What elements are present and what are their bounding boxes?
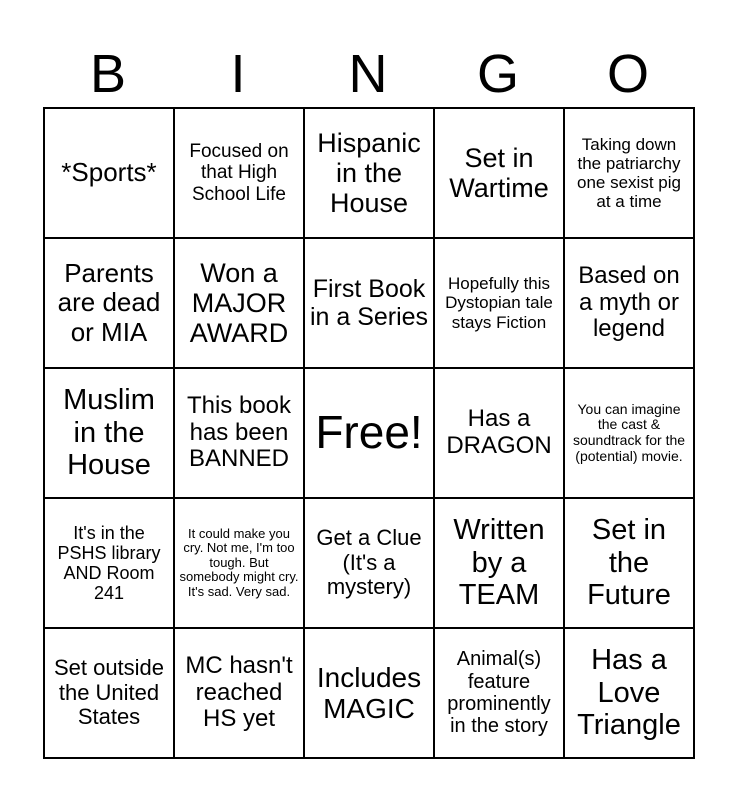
bingo-cell: Has a DRAGON xyxy=(434,368,564,498)
bingo-cell: Won a MAJOR AWARD xyxy=(174,238,304,368)
bingo-cell: It's in the PSHS library AND Room 241 xyxy=(44,498,174,628)
free-space-cell: Free! xyxy=(304,368,434,498)
bingo-cell: Animal(s) feature prominently in the story xyxy=(434,628,564,758)
board-row xyxy=(44,628,694,758)
bingo-header xyxy=(43,40,693,108)
bingo-board xyxy=(43,107,695,759)
bingo-cell: Has a Love Triangle xyxy=(564,628,694,758)
bingo-cell: Set outside the United States xyxy=(44,628,174,758)
bingo-cell: Hopefully this Dystopian tale stays Fiction xyxy=(434,238,564,368)
header-letter-i: I xyxy=(230,44,246,104)
bingo-cell: Set in the Future xyxy=(564,498,694,628)
bingo-cell: You can imagine the cast & soundtrack for the (potential) movie. xyxy=(564,368,694,498)
bingo-cell: Focused on that High School Life xyxy=(174,108,304,238)
bingo-cell: Muslim in the House xyxy=(44,368,174,498)
header-letter-b: B xyxy=(89,44,127,104)
bingo-cell: Taking down the patriarchy one sexist pig at a time xyxy=(564,108,694,238)
board-row xyxy=(44,238,694,368)
header-letter-o: O xyxy=(606,44,649,104)
bingo-cell: Written by a TEAM xyxy=(434,498,564,628)
bingo-cell: First Book in a Series xyxy=(304,238,434,368)
board-row xyxy=(44,108,694,238)
bingo-cell: Includes MAGIC xyxy=(304,628,434,758)
bingo-cell: Hispanic in the House xyxy=(304,108,434,238)
header-letter-g: G xyxy=(476,44,519,104)
bingo-cell: Set in Wartime xyxy=(434,108,564,238)
bingo-cell: Get a Clue (It's a mystery) xyxy=(304,498,434,628)
bingo-cell: Parents are dead or MIA xyxy=(44,238,174,368)
bingo-cell: This book has been BANNED xyxy=(174,368,304,498)
board-row xyxy=(44,498,694,628)
bingo-cell: Based on a myth or legend xyxy=(564,238,694,368)
header-letter-n: N xyxy=(348,44,388,104)
bingo-cell: MC hasn't reached HS yet xyxy=(174,628,304,758)
bingo-cell: *Sports* xyxy=(44,108,174,238)
board-row xyxy=(44,368,694,498)
bingo-cell: It could make you cry. Not me, I'm too tough. But somebody might cry. It's sad. Very sad. xyxy=(174,498,304,628)
